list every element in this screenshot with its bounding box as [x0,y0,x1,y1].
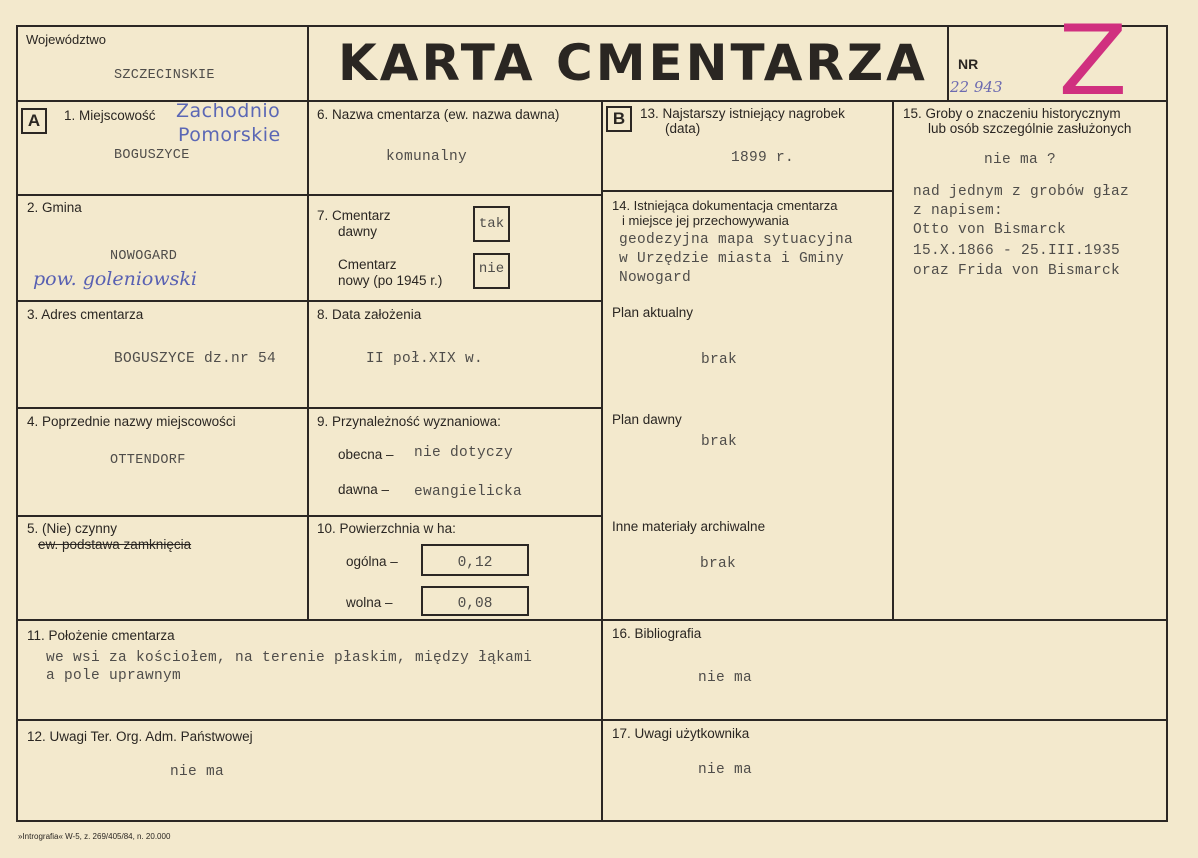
f7-dawny-box: tak [473,206,510,242]
f10-ogolna-label: ogólna – [346,554,398,569]
f13-label-1: 13. Najstarszy istniejący nagrobek [640,106,845,121]
row-line-1 [16,194,603,196]
frame-right [1166,25,1168,822]
f15-line-1: nie ma ? [984,152,1057,168]
f10-label: 10. Powierzchnia w ha: [317,521,456,536]
page-title: KARTA CMENTARZA [338,34,928,92]
header-divider-2 [947,25,949,102]
f15-line-3: z napisem: [913,203,1004,219]
nr-value: 22 943 [950,78,1003,96]
row-line-6 [16,719,1168,721]
f1-label: 1. Miejscowość [64,108,156,123]
f14-label-1: 14. Istniejąca dokumentacja cmentarza [612,198,838,213]
f12-label: 12. Uwagi Ter. Org. Adm. Państwowej [27,729,253,744]
wojewodztwo-label: Województwo [26,32,106,47]
f7-nowy-label-1: Cmentarz [338,257,397,272]
f4-label: 4. Poprzednie nazwy miejscowości [27,414,236,429]
f14-plan-dawny-label: Plan dawny [612,412,682,427]
f15-label-2: lub osób szczególnie zasłużonych [928,121,1132,136]
f12-value: nie ma [170,764,225,780]
f15-label-1: 15. Groby o znaczeniu historycznym [903,106,1121,121]
f10-ogolna-box: 0,12 [421,544,529,576]
f2-value: NOWOGARD [110,249,178,264]
stamp-line-1: Zachodnio [176,100,281,122]
f6-label: 6. Nazwa cmentarza (ew. nazwa dawna) [317,107,560,122]
f14-plan-aktualny-value: brak [701,352,738,368]
f1-value: BOGUSZYCE [114,148,190,163]
f16-value: nie ma [698,670,753,686]
wojewodztwo-value: SZCZECINSKIE [114,68,215,83]
nr-letter-mark: Z [1058,5,1128,117]
f5-label: 5. (Nie) czynny [27,521,118,536]
print-imprint: »Intrografia« W-5, z. 269/405/84, n. 20.000 [18,832,171,841]
f15-line-4: Otto von Bismarck [913,222,1067,238]
f11-line-1: we wsi za kościołem, na terenie płaskim, między łąkami [46,650,533,666]
f9-dawna-label: dawna – [338,482,390,497]
nr-label: NR [958,56,979,72]
f10-wolna-box: 0,08 [421,586,529,616]
f11-label: 11. Położenie cmentarza [27,628,175,643]
f7-dawny-label: dawny [338,224,378,239]
f9-label: 9. Przynależność wyznaniowa: [317,414,501,429]
f7-nowy-box: nie [473,253,510,289]
row-line-5 [16,619,1168,621]
f10-wolna-label: wolna – [346,595,393,610]
f16-label: 16. Bibliografia [612,626,702,641]
f2-handwritten-note: pow. goleniowski [33,268,197,290]
f13-value: 1899 r. [731,150,795,166]
f13-label-2: (data) [665,121,701,136]
f14-line-1: geodezyjna mapa sytuacyjna [619,232,854,248]
row-line-3 [16,407,603,409]
frame-top [16,25,1168,27]
f7-nowy-label-2: nowy (po 1945 r.) [338,273,443,288]
f8-value: II poł.XIX w. [366,351,484,367]
f14-line-2: w Urzędzie miasta i Gminy [619,251,845,267]
frame-left [16,25,18,822]
f3-value: BOGUSZYCE dz.nr 54 [114,351,277,367]
f14-label-2: i miejsce jej przechowywania [622,213,789,228]
f11-line-2: a pole uprawnym [46,668,182,684]
f3-label: 3. Adres cmentarza [27,307,144,322]
f15-line-6: oraz Frida von Bismarck [913,263,1121,279]
f8-label: 8. Data założenia [317,307,422,322]
col-divider-c [892,100,894,620]
f7-label: 7. Cmentarz [317,208,391,223]
f14-line-3: Nowogard [619,270,692,286]
f14-plan-dawny-value: brak [701,434,738,450]
col-divider-a [307,100,309,620]
f15-line-2: nad jednym z grobów głaz [913,184,1130,200]
f14-plan-aktualny-label: Plan aktualny [612,305,694,320]
f9-obecna-value: nie dotyczy [414,445,514,461]
f15-line-5: 15.X.1866 - 25.III.1935 [913,243,1121,259]
f5-sublabel: ew. podstawa zamknięcia [38,537,192,552]
f9-obecna-label: obecna – [338,447,394,462]
row-line-2 [16,300,603,302]
f14-inne-value: brak [700,556,737,572]
f17-label: 17. Uwagi użytkownika [612,726,750,741]
section-b-marker: B [606,106,632,132]
f2-label: 2. Gmina [27,200,82,215]
header-divider-1 [307,25,309,102]
frame-bottom [16,820,1168,822]
section-a-marker: A [21,108,47,134]
f17-value: nie ma [698,762,753,778]
f4-value: OTTENDORF [110,453,186,468]
f14-inne-label: Inne materiały archiwalne [612,519,766,534]
col-divider-b [601,100,603,820]
row-line-4 [16,515,603,517]
f6-value: komunalny [386,149,468,165]
stamp-line-2: Pomorskie [178,124,281,146]
f9-dawna-value: ewangielicka [414,484,523,500]
row-line-13 [601,190,894,192]
